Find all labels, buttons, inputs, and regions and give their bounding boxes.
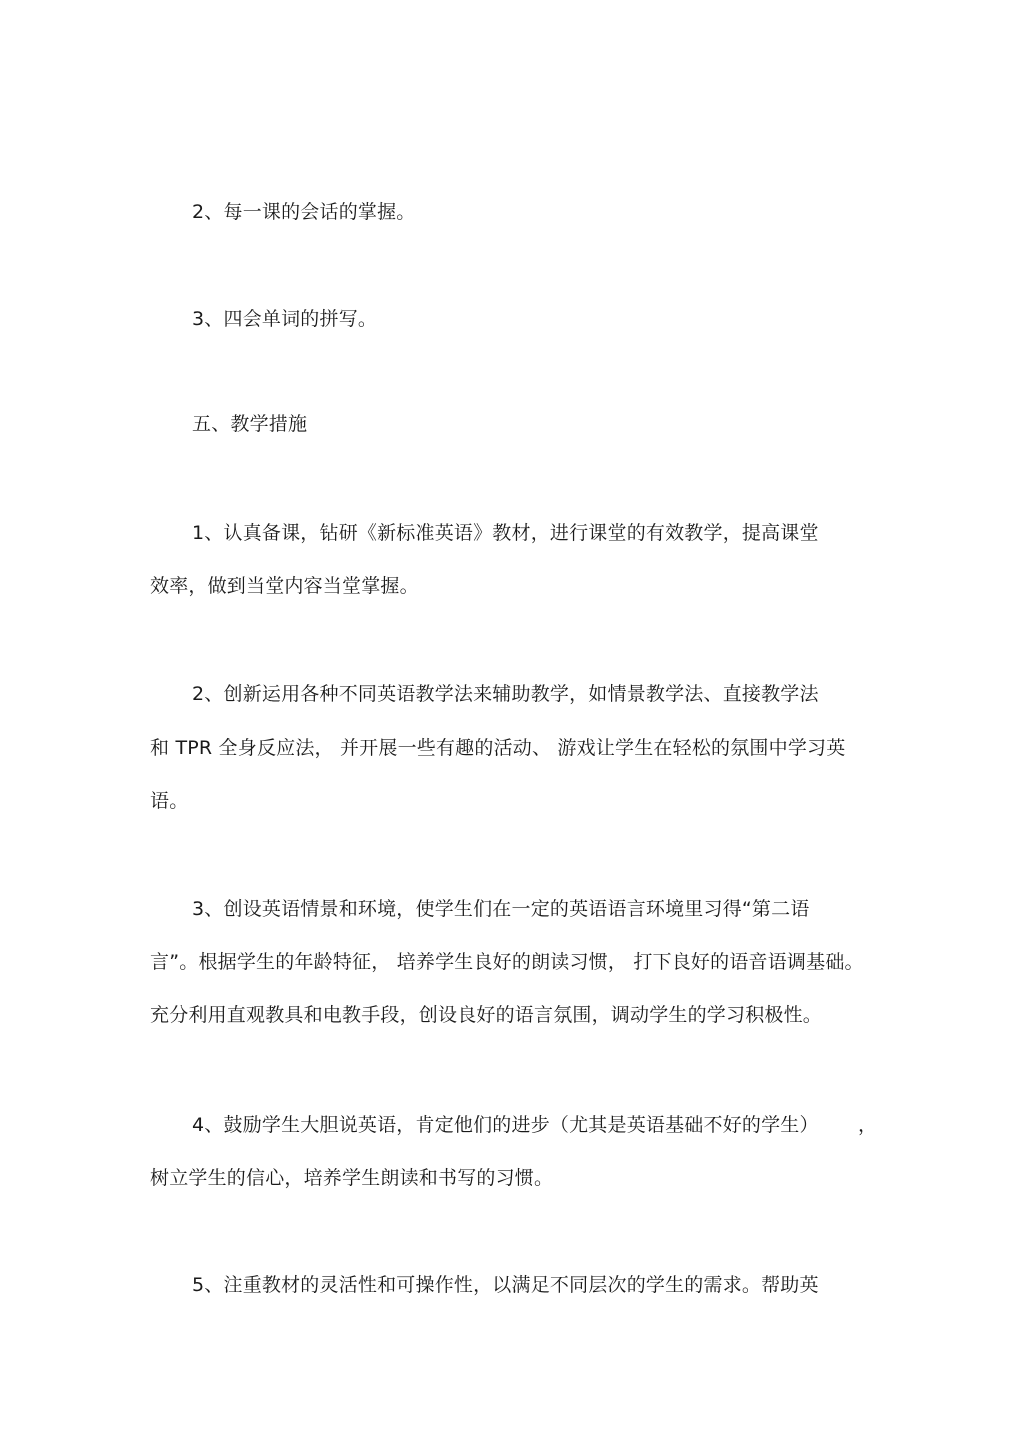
paragraph-1-line-1: 1、认真备课，钻研《新标准英语》教材，进行课堂的有效教学，提高课堂 [192,522,819,544]
section-heading: 五、教学措施 [192,413,308,435]
paragraph-2-line-3: 语。 [150,790,189,812]
list-item-2-mastery: 2、每一课的会话的掌握。 [192,201,416,223]
paragraph-2-line-2: 和 TPR 全身反应法， 并开展一些有趣的活动、 游戏让学生在轻松的氛围中学习英 [150,737,846,759]
paragraph-3-line-1: 3、创设英语情景和环境，使学生们在一定的英语语言环境里习得“第二语 [192,898,810,920]
paragraph-2-line-1: 2、创新运用各种不同英语教学法来辅助教学，如情景教学法、直接教学法 [192,683,819,705]
paragraph-4-line-1: 4、鼓励学生大胆说英语，肯定他们的进步（尤其是英语基础不好的学生） [192,1114,819,1136]
paragraph-4-line-2: 树立学生的信心，培养学生朗读和书写的习惯。 [150,1167,554,1189]
paragraph-5-line-1: 5、注重教材的灵活性和可操作性，以满足不同层次的学生的需求。帮助英 [192,1274,819,1296]
list-item-3-spelling: 3、四会单词的拼写。 [192,308,378,330]
paragraph-3-line-3: 充分利用直观教具和电教手段，创设良好的语言氛围，调动学生的学习积极性。 [150,1004,823,1026]
paragraph-1-line-2: 效率，做到当堂内容当堂掌握。 [150,575,419,597]
paragraph-3-line-2: 言”。根据学生的年龄特征， 培养学生良好的朗读习惯， 打下良好的语音语调基础。 [150,951,864,973]
paragraph-4-trailing-comma: ， [858,1114,878,1136]
